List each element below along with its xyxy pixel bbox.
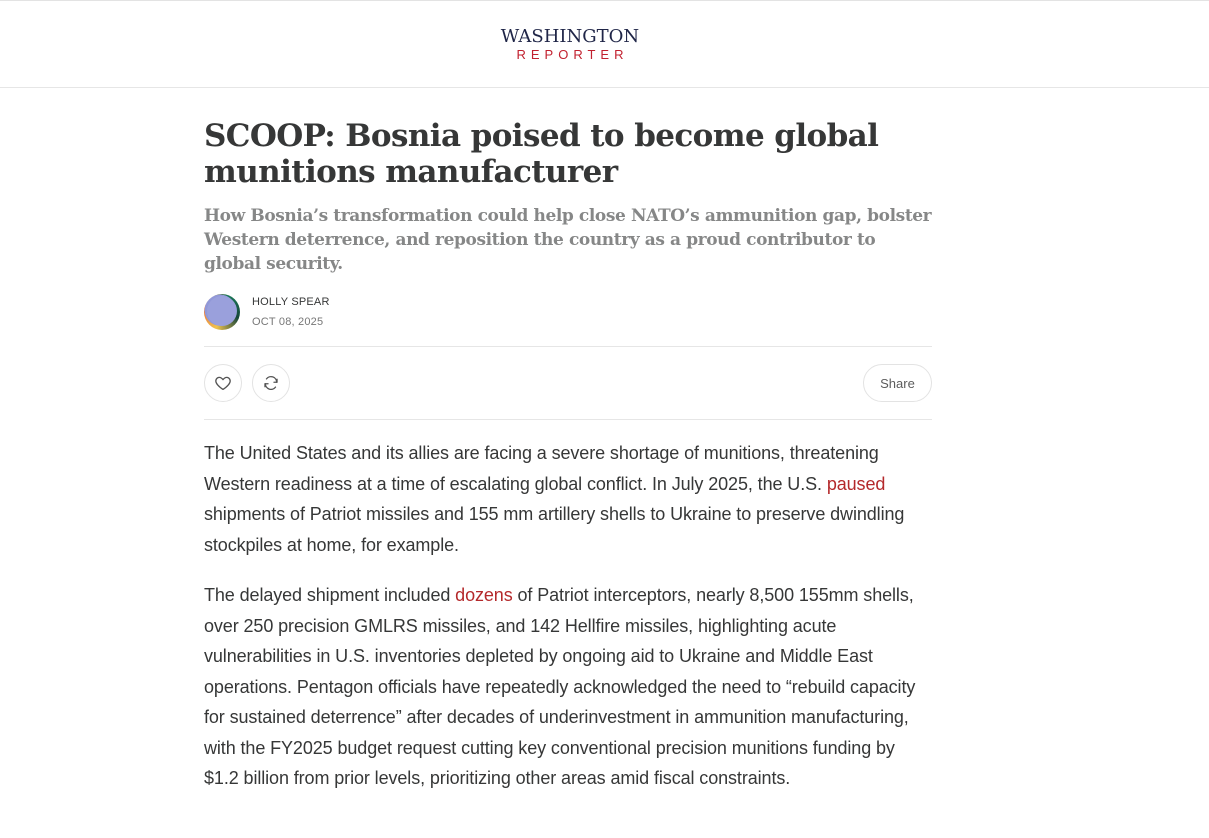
body-paragraph [204,438,932,560]
share-button[interactable]: Share [863,364,932,402]
dozens-link[interactable]: dozens [455,585,513,605]
paragraph-text: The United States and its allies are facing a severe shortage of munitions, threatening Western readiness at a time of escalating global conflict. In July 2025, the U.S. [204,443,879,494]
article-body [204,438,932,794]
publish-date: OCT 08, 2025 [252,316,324,328]
heart-icon [214,374,232,392]
paragraph-text: The delayed shipment included [204,585,456,605]
like-button[interactable] [204,364,242,402]
article-title: SCOOP: Bosnia poised to become global munitions manufacturer [204,118,879,190]
article-subtitle: How Bosnia’s transformation could help close NATO’s ammunition gap, bolster Western deterrence, and reposition the country as a proud contributor to global security. [204,206,932,274]
article [204,118,932,814]
post-actions-bar [204,346,932,420]
paragraph-text: shipments of Patriot missiles and 155 mm artillery shells to Ukraine to preserve dwindling stockpiles at home, for example. [204,504,905,555]
paragraph-text: of Patriot interceptors, nearly 8,500 155mm shells, over 250 precision GMLRS missiles, and 142 Hellfire missiles, highlighting acute vulnerabilities in U.S. inventories depleted by ongoing aid to Ukraine and Middle East operations. Pentagon officials have repeatedly acknowledged the need to “rebuild capacity for sustained deterrence” after decades of underinvestment in ammunition manufacturing, with the FY2025 budget request cutting key conventional precision munitions funding by $1.2 billion from prior levels, prioritizing other areas amid fiscal constraints. [204,585,916,788]
paused-link[interactable]: paused [826,473,886,494]
site-header [0,0,1209,88]
restack-button[interactable] [252,364,290,402]
logo-wordmark-top: WASHINGTON [500,26,640,47]
avatar-image [207,296,237,326]
body-paragraph [204,580,932,794]
site-logo[interactable] [490,27,650,63]
author-name[interactable]: HOLLY SPEAR [252,296,330,308]
byline [204,294,932,334]
logo-wordmark-bottom: REPORTER [516,47,629,62]
author-avatar[interactable] [204,294,240,330]
refresh-icon [262,374,280,392]
